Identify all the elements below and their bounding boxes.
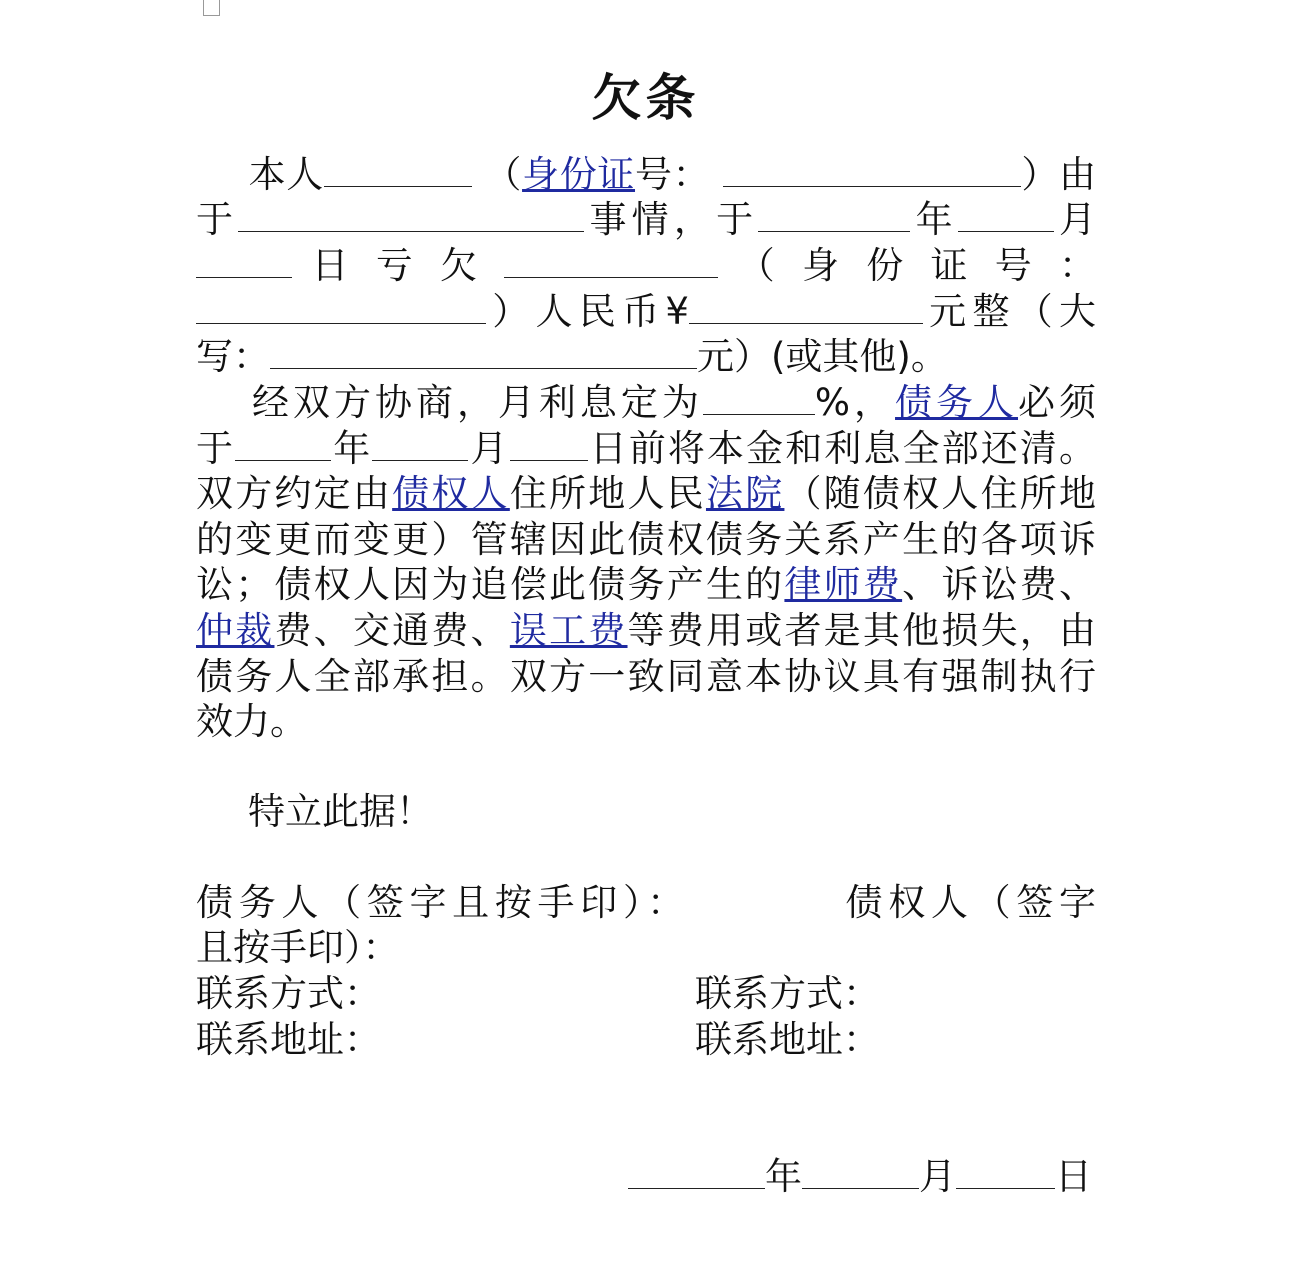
year-blank[interactable] — [758, 197, 910, 232]
link-court[interactable]: 法院 — [705, 472, 785, 515]
line-12: 债务人全部承担。双方一致同意本协议具有强制执行 — [196, 655, 1096, 698]
line-8: 双方约定由债权人住所地人民法院（随债权人住所地 — [196, 472, 1097, 515]
line-7: 于 年 月 日前将本金和利息全部还清。 — [196, 427, 1097, 470]
line-6: 经双方协商，月利息定为 %，债务人必须 — [248, 381, 1097, 424]
interest-blank[interactable] — [703, 380, 815, 415]
line-2: 于 事情，于 年 月 — [196, 198, 1097, 241]
link-lost-wages[interactable]: 误工费 — [509, 609, 628, 652]
creditor-contact-label: 联系方式： — [695, 972, 880, 1015]
day-blank[interactable] — [196, 243, 292, 278]
link-creditor[interactable]: 债权人 — [392, 472, 510, 515]
due-day-blank[interactable] — [510, 426, 588, 461]
sign-day-blank[interactable] — [956, 1154, 1055, 1189]
document-title: 欠条 — [591, 69, 700, 127]
link-debtor[interactable]: 债务人 — [895, 381, 1019, 424]
creditor-id-blank[interactable] — [196, 289, 486, 324]
amount-uppercase-blank[interactable] — [270, 334, 697, 369]
amount-blank[interactable] — [689, 289, 923, 324]
link-arbitration[interactable]: 仲裁 — [196, 609, 275, 652]
signature-line — [196, 880, 1096, 926]
debtor-contact-label: 联系方式： — [196, 972, 381, 1015]
date-line: 年 月 日 — [628, 1154, 1092, 1200]
line-4: ）人民币¥ 元整（大 — [196, 289, 1096, 335]
line-5: 写： 元）(或其他)。 — [196, 335, 948, 378]
debtor-address-label: 联系地址： — [196, 1018, 381, 1061]
reason-blank[interactable] — [238, 197, 584, 232]
line-13: 效力。 — [196, 700, 307, 743]
due-month-blank[interactable] — [372, 426, 468, 461]
creditor-blank[interactable] — [504, 243, 718, 278]
line-11: 仲裁费、交通费、误工费等费用或者是其他损失，由 — [196, 609, 1097, 652]
signature-line-2: 且按手印）： — [196, 926, 400, 969]
due-year-blank[interactable] — [235, 426, 331, 461]
sign-month-blank[interactable] — [802, 1154, 919, 1189]
month-blank[interactable] — [958, 197, 1054, 232]
sign-year-blank[interactable] — [628, 1154, 765, 1189]
link-id-card[interactable]: 身份证 — [522, 153, 636, 196]
line-9: 的变更而变更）管辖因此债权债务关系产生的各项诉 — [196, 518, 1096, 561]
debtor-signature-label: 债务人（签字且按手印）： — [196, 881, 690, 924]
line-1: 本人 （身份证号： ）由 — [248, 153, 1097, 196]
line-3: 日 亏 欠 （ 身 份 证 号 ： — [196, 243, 1096, 289]
checkbox[interactable] — [203, 0, 220, 16]
id-blank[interactable] — [723, 152, 1021, 187]
name-blank[interactable] — [324, 152, 472, 187]
creditor-address-label: 联系地址： — [695, 1018, 880, 1061]
creditor-signature-label: 债权人（签字 — [839, 881, 1097, 924]
line-10: 讼；债权人因为追偿此债务产生的律师费、诉讼费、 — [196, 563, 1097, 606]
link-lawyer-fee[interactable]: 律师费 — [784, 563, 903, 606]
closing: 特立此据！ — [248, 790, 433, 833]
